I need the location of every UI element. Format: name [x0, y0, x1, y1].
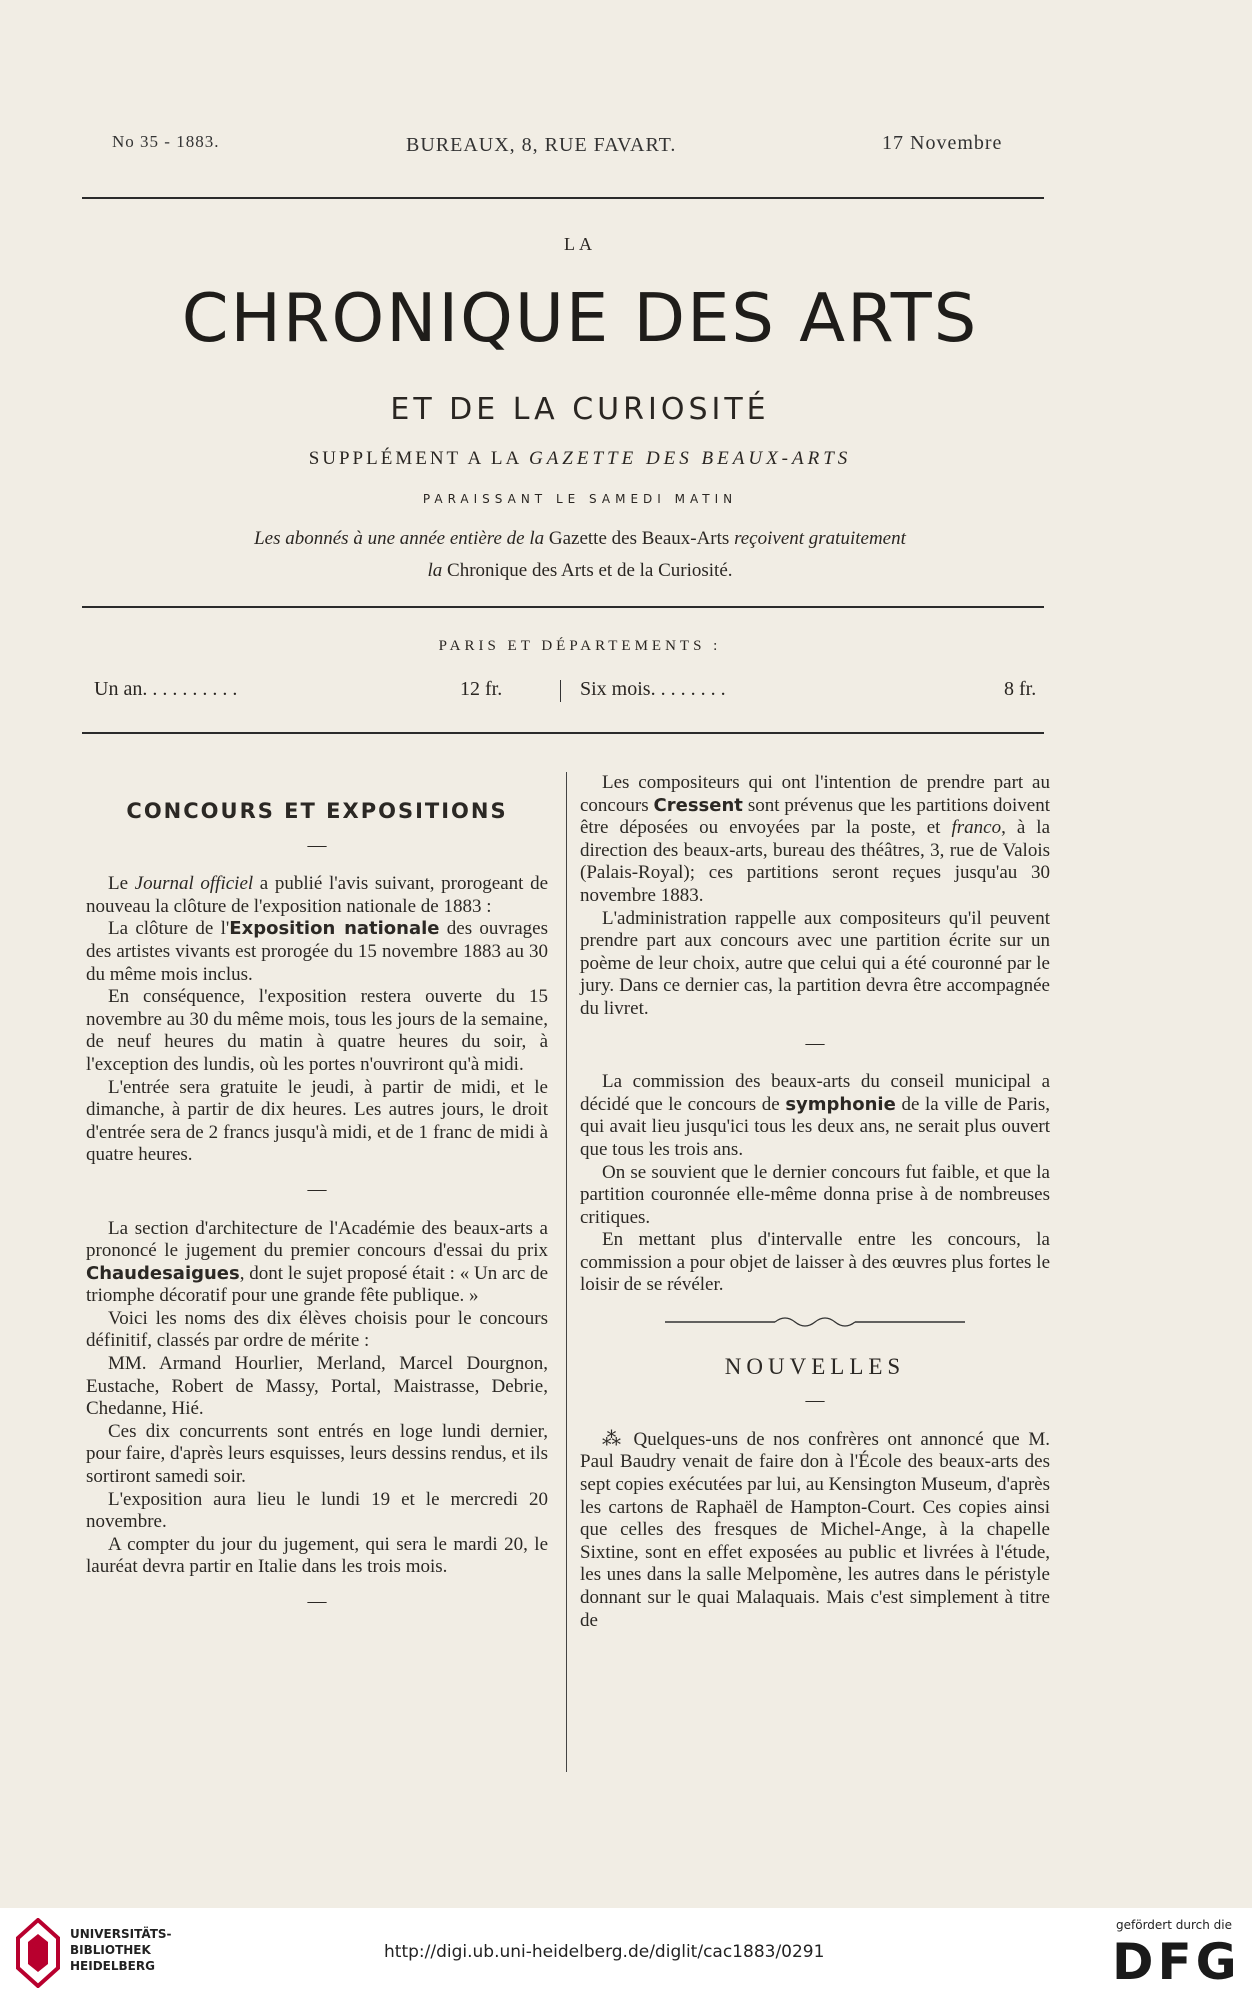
- paragraph: Les compositeurs qui ont l'intention de prendre part au concours Cressent sont prévenus que les partitions doivent être déposées ou envoyées par la poste, et franco, à la direction des beaux-arts, bureau des théâtres, 3, rue de Valois (Palais-Royal); ces partitions seront reçues jusqu'au 30 novembre 1883.: [580, 772, 1051, 906]
- paragraph: L'entrée sera gratuite le jeudi, à partir de midi, et le dimanche, à partir de dix heures. Les autres jours, le droit d'entrée sera de 2 francs jusqu'à midi, et de 1 franc de midi à quatre heures.: [86, 1076, 548, 1166]
- left-column: [86, 800, 548, 1630]
- dash-separator: —: [307, 834, 327, 856]
- paragraph: A compter du jour du jugement, qui sera le mardi 20, le lauréat devra partir en Italie dans les trois mois.: [86, 1533, 548, 1578]
- supplement-gazette: GAZETTE DES BEAUX-ARTS: [528, 448, 852, 469]
- subscriber-notice-line2: la Chronique des Arts et de la Curiosité.: [427, 560, 733, 581]
- issue-number: No 35 - 1883.: [112, 132, 220, 151]
- column-divider: [566, 772, 567, 1772]
- issue-date: 17 Novembre: [882, 132, 1003, 154]
- dfg-logo: DFG: [1112, 1933, 1241, 1991]
- header-rule: [82, 197, 1044, 199]
- paragraph: La clôture de l'Exposition nationale des ouvrages des artistes vivants est prorogée du 15 novembre 1883 au 30 du même mois inclus.: [86, 918, 548, 985]
- section-title-concours: CONCOURS ET EXPOSITIONS: [126, 799, 508, 823]
- publication-schedule: PARAISSANT LE SAMEDI MATIN: [422, 492, 738, 506]
- subscription-heading: PARIS ET DÉPARTEMENTS :: [438, 638, 722, 654]
- paragraph: Le Journal officiel a publié l'avis suivant, prorogeant de nouveau la clôture de l'exposition nationale de 1883 :: [86, 873, 549, 917]
- dash-separator: —: [805, 1032, 825, 1054]
- paragraph: Voici les noms des dix élèves choisis pour le concours définitif, classés par ordre de mérite :: [86, 1307, 548, 1352]
- section-title-nouvelles: NOUVELLES: [724, 1353, 906, 1379]
- supplement-prefix: SUPPLÉMENT A LA: [308, 448, 522, 469]
- paragraph: MM. Armand Hourlier, Merland, Marcel Dourgnon, Eustache, Robert de Massy, Portal, Maistrasse, Debrie, Chedanne, Hié.: [86, 1353, 548, 1420]
- subscription-rule: [82, 732, 1044, 734]
- ornament-flourish-icon: [665, 1314, 965, 1330]
- paragraph: L'administration rappelle aux compositeurs qu'il peuvent prendre part aux concours avec une partition écrite sur un poème de leur choix, autre que celui qui a été couronné par le jury. Dans ce dernier cas, la partition devra être accompagnée du livret.: [580, 907, 1050, 1019]
- permalink-url[interactable]: http://digi.ub.uni-heidelberg.de/diglit/cac1883/0291: [384, 1942, 825, 1962]
- paragraph: Ces dix concurrents sont entrés en loge lundi dernier, pour faire, d'après leurs esquisses, leurs dessins rendus, et ils sortiront samedi soir.: [86, 1420, 548, 1488]
- subscriber-notice-line1: Les abonnés à une année entière de la Gazette des Beaux-Arts reçoivent gratuitement: [254, 528, 906, 549]
- paragraph: L'exposition aura lieu le lundi 19 et le mercredi 20 novembre.: [86, 1488, 548, 1533]
- office-address: BUREAUX, 8, RUE FAVART.: [406, 134, 677, 156]
- footer-bar: [0, 1908, 1252, 2003]
- dash-separator: —: [307, 1591, 327, 1612]
- university-logo-icon: [14, 1918, 62, 1988]
- ornament-divider: [580, 1313, 1050, 1336]
- paragraph: En conséquence, l'exposition restera ouverte du 15 novembre au 30 du même mois, tous les jours de la semaine, de neuf heures du matin à quatre heures du soir, à l'exception des lundis, où les portes n'ouvriront qu'à midi.: [86, 986, 548, 1075]
- asterism-icon: ⁂: [602, 1428, 625, 1450]
- paragraph: ⁂ Quelques-uns de nos confrères ont annoncé que M. Paul Baudry venait de faire don à l'École des beaux-arts des sept copies exécutées par lui, au Kensington Museum, d'après les cartons de Raphaël de Hampton-Court. Ces copies ainsi que celles des fresques de Michel-Ange, à la chapelle Sixtine, sont en effet exposées au public et livrées à l'étude, les unes dans la salle Melpomène, les autres dans le péristyle donnant sur le quai Malaquais. Mais c'est simplement à titre de: [580, 1428, 1051, 1631]
- subscription-year-label: Un an. . . . . . . . . .: [94, 678, 238, 700]
- library-name: UNIVERSITÄTS- BIBLIOTHEK HEIDELBERG: [70, 1927, 172, 1973]
- paragraph: La commission des beaux-arts du conseil municipal a décidé que le concours de symphonie de la ville de Paris, qui avait lieu jusqu'ici tous les deux ans, ne serait plus ouvert que tous les trois ans.: [580, 1071, 1051, 1160]
- subscription-half-label: Six mois. . . . . . . .: [580, 678, 726, 700]
- masthead-rule: [82, 606, 1044, 608]
- subscription-year-price: 12 fr.: [460, 678, 503, 700]
- supplement-line: [80, 448, 1080, 470]
- subscription-half-price: 8 fr.: [1004, 678, 1037, 700]
- dash-separator: —: [805, 1390, 825, 1412]
- dash-separator: —: [307, 1178, 327, 1200]
- paragraph: La section d'architecture de l'Académie des beaux-arts a prononcé le jugement du premier concours d'essai du prix Chaudesaigues, dont le sujet proposé était : « Un arc de triomphe décoratif pour une grande fête publique. »: [86, 1217, 548, 1307]
- funded-by-text: gefördert durch die: [1116, 1918, 1232, 1932]
- masthead-subtitle: ET DE LA CURIOSITÉ: [390, 392, 770, 427]
- right-column: [580, 772, 1050, 1632]
- paragraph: On se souvient que le dernier concours fut faible, et que la partition couronnée elle-même donna prise à de nombreuses critiques.: [580, 1161, 1050, 1228]
- paragraph: En mettant plus d'intervalle entre les concours, la commission a pour objet de laisser à des œuvres plus fortes le loisir de se révéler.: [580, 1229, 1050, 1296]
- masthead-title: CHRONIQUE DES ARTS: [181, 279, 979, 357]
- masthead-la: LA: [564, 234, 596, 254]
- subscription-separator: [560, 680, 561, 702]
